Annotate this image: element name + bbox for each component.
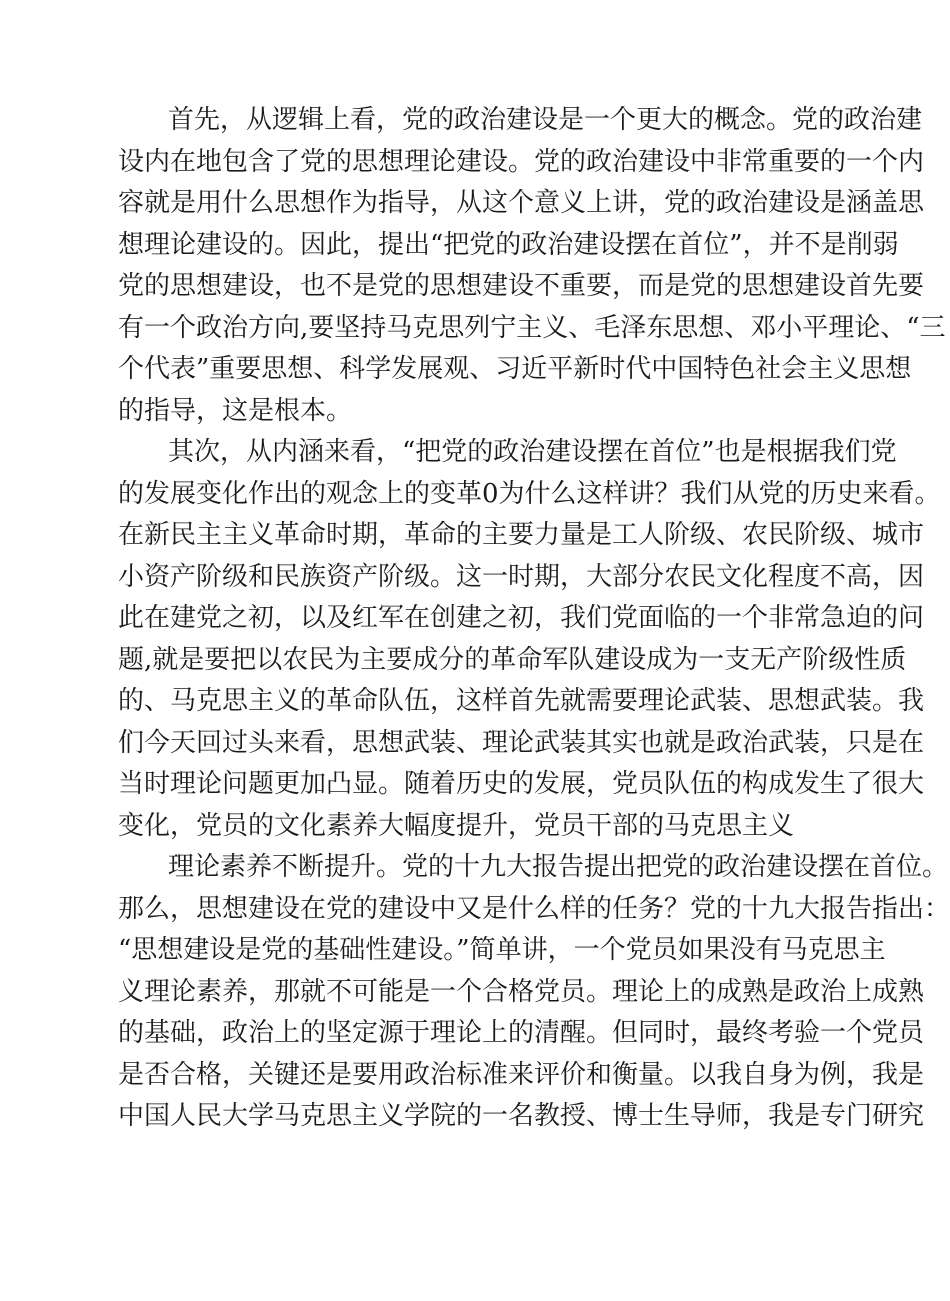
text-line: 是否合格，关键还是要用政治标准来评价和衡量。以我自身为例，我是 [118,1059,925,1090]
text-line: 理论素养不断提升。党的十九大报告提出把党的政治建设摆在首位。 [168,852,949,882]
text-line: 们今天回过头来看，思想武装、理论武装其实也就是政治武装，只是在 [118,727,925,758]
text-line: 变化，党员的文化素养大幅度提升，党员干部的马克思主义 [118,810,795,841]
text-line: 首先，从逻辑上看，党的政治建设是一个更大的概念。党的政治建 [168,105,923,135]
text-line: 此在建党之初，以及红军在创建之初，我们党面临的一个非常急迫的问 [118,603,925,633]
text-line: 义理论素养，那就不可能是一个合格党员。理论上的成熟是政治上成熟 [118,976,925,1007]
text-line: 的发展变化作出的观念上的变革0为什么这样讲？我们从党的历史来看。 [118,478,941,509]
text-line: 容就是用什么思想作为指导，从这个意义上讲，党的政治建设是涵盖思 [118,188,925,218]
text-line: 的指导，这是根本。 [118,395,353,426]
text-line: 党的思想建设，也不是党的思想建设不重要，而是党的思想建设首先要 [118,271,925,301]
text-line: 在新民主主义革命时期，革命的主要力量是工人阶级、农民阶级、城市 [118,520,925,550]
text-line: 小资产阶级和民族资产阶级。这一时期，大部分农民文化程度不高，因 [118,561,925,592]
text-line: 那么，思想建设在党的建设中又是什么样的任务？党的十九大报告指出： [118,893,950,924]
text-line: 的、马克思主义的革命队伍，这样首先就需要理论武装、思想武装。我 [118,686,925,716]
text-line: 有一个政治方向,要坚持马克思列宁主义、毛泽东思想、邓小平理论、“三 [118,312,946,343]
text-line: 设内在地包含了党的思想理论建设。党的政治建设中非常重要的一个内 [118,146,925,177]
paragraph-theory [118,847,950,1138]
text-line: “思想建设是党的基础性建设。”简单讲，一个党员如果没有马克思主 [118,935,886,965]
text-line: 想理论建设的。因此，提出“把党的政治建设摆在首位”，并不是削弱 [118,229,899,260]
paragraph-connotation [118,432,941,847]
text-line: 题,就是要把以农民为主要成分的革命军队建设成为一支无产阶级性质 [118,644,907,675]
text-line: 中国人民大学马克思主义学院的一名教授、博士生导师，我是专门研究 [118,1101,925,1131]
text-line: 当时理论问题更加凸显。随着历史的发展，党员队伍的构成发生了很大 [118,769,925,799]
paragraph-logic [118,100,946,432]
text-line: 个代表”重要思想、科学发展观、习近平新时代中国特色社会主义思想 [118,354,912,384]
text-line: 其次，从内涵来看，“把党的政治建设摆在首位”也是根据我们党 [168,437,897,467]
text-line: 的基础，政治上的坚定源于理论上的清醒。但同时，最终考验一个党员 [118,1018,925,1048]
